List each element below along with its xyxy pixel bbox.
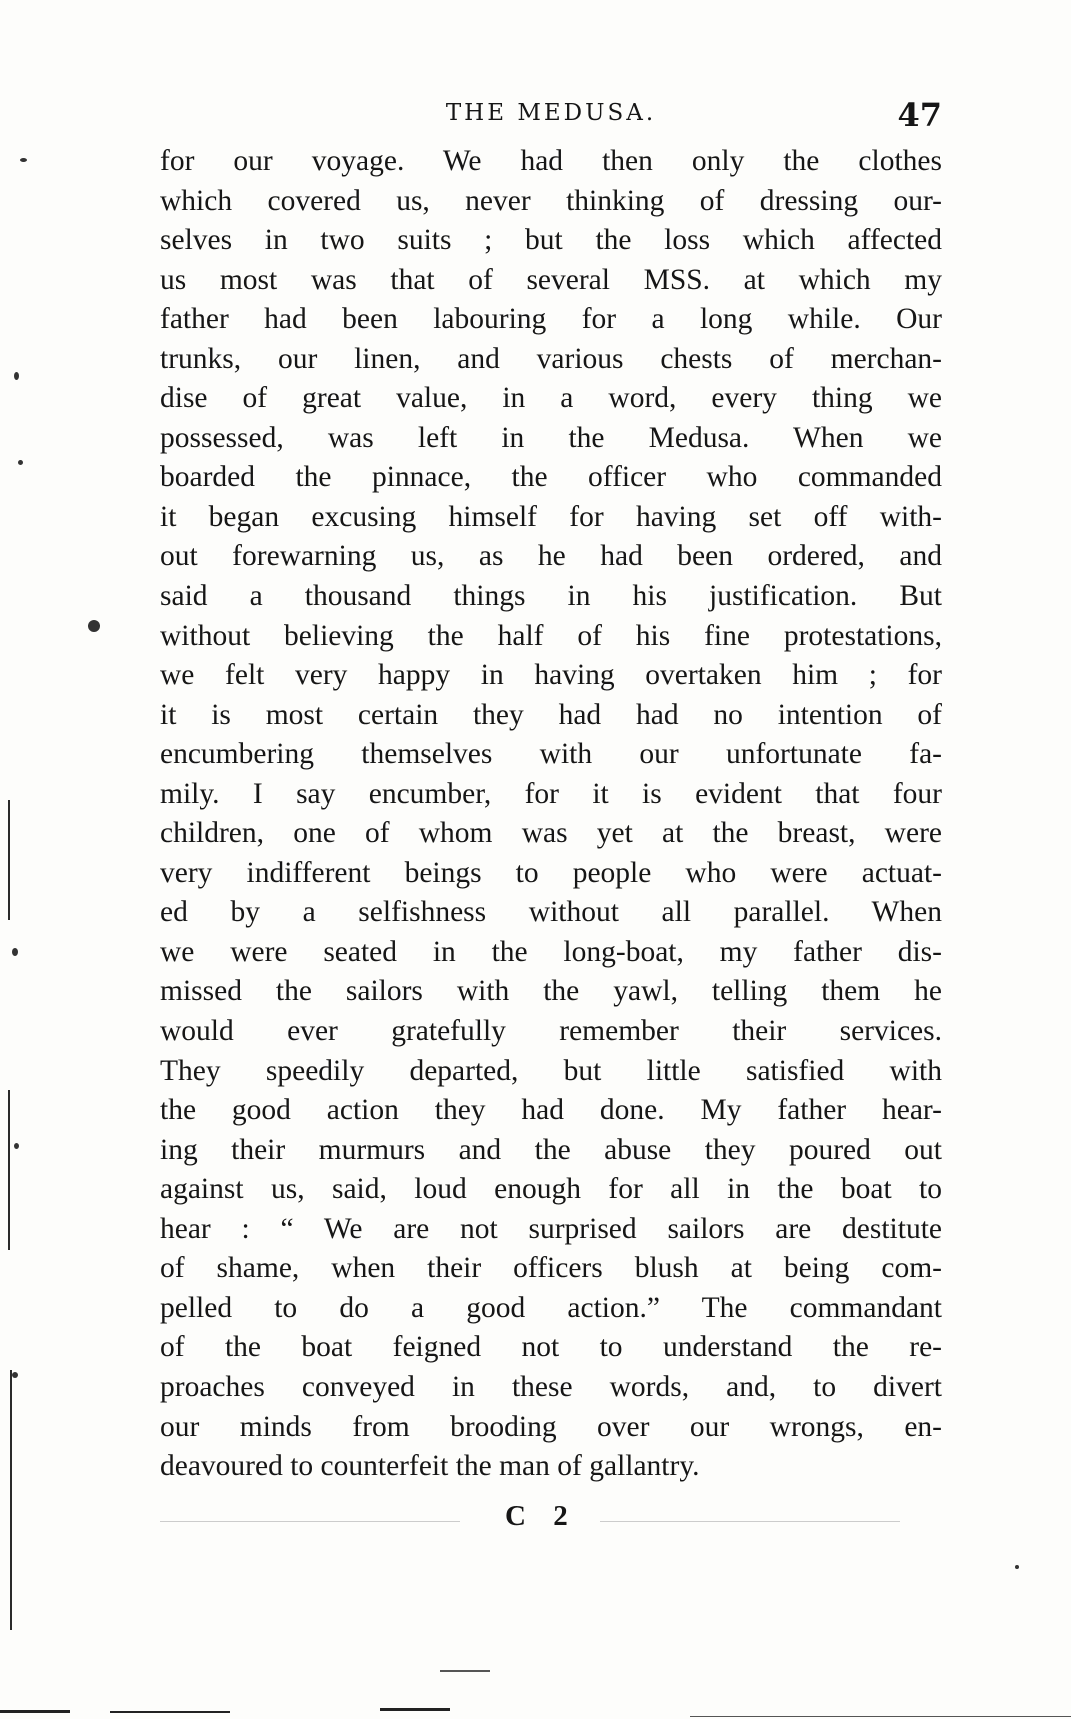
text-line: pelled to do a good action.” The commandant xyxy=(160,1291,942,1324)
text-line: ed by a selfishness without all parallel. When xyxy=(160,896,942,929)
margin-bleed-line xyxy=(10,1370,12,1630)
text-line: without believing the half of his fine protestations, xyxy=(160,619,942,652)
text-line: hear : “ We are not surprised sailors are destitute xyxy=(160,1212,942,1245)
text-line: the good action they had done. My father hear- xyxy=(160,1094,942,1127)
running-head xyxy=(160,96,942,136)
text-line: ing their murmurs and the abuse they poured out xyxy=(160,1133,942,1166)
text-line: we felt very happy in having overtaken him ; for xyxy=(160,659,942,692)
text-line: encumbering themselves with our unfortunate fa- xyxy=(160,738,942,771)
bottom-scan-mark xyxy=(690,1716,1071,1717)
text-line: proaches conveyed in these words, and, to divert xyxy=(160,1370,942,1403)
text-line: dise of great value, in a word, every thing we xyxy=(160,382,942,415)
text-line: out forewarning us, as he had been ordered, and xyxy=(160,540,942,573)
text-line: of the boat feigned not to understand the re- xyxy=(160,1331,942,1364)
text-line: missed the sailors with the yawl, telling them he xyxy=(160,975,942,1008)
text-line: which covered us, never thinking of dressing our- xyxy=(160,184,942,217)
text-line: They speedily departed, but little satisfied with xyxy=(160,1054,942,1087)
bottom-scan-mark xyxy=(440,1670,490,1672)
text-line: said a thousand things in his justification. But xyxy=(160,580,942,613)
ink-speck xyxy=(12,948,18,956)
text-line: children, one of whom was yet at the breast, were xyxy=(160,817,942,850)
text-line: would ever gratefully remember their services. xyxy=(160,1015,942,1048)
bottom-scan-mark xyxy=(0,1710,70,1713)
ink-speck xyxy=(1015,1565,1019,1569)
text-line: us most was that of several MSS. at which my xyxy=(160,263,942,296)
bottom-scan-mark xyxy=(380,1708,450,1711)
bottom-scan-mark xyxy=(110,1711,230,1713)
text-line: for our voyage. We had then only the clothes xyxy=(160,145,942,177)
signature-mark: C 2 xyxy=(505,1500,578,1532)
scan-trace xyxy=(160,1521,460,1522)
text-line: deavoured to counterfeit the man of gallantry. xyxy=(160,1450,700,1483)
ink-speck xyxy=(14,1143,19,1149)
text-line: trunks, our linen, and various chests of merchan- xyxy=(160,342,942,375)
page-number: 47 xyxy=(897,96,942,134)
text-line: mily. I say encumber, for it is evident that four xyxy=(160,777,942,810)
text-line: we were seated in the long-boat, my father dis- xyxy=(160,935,942,968)
ink-speck xyxy=(20,158,27,162)
scan-trace xyxy=(600,1521,900,1522)
text-line: boarded the pinnace, the officer who commanded xyxy=(160,461,942,494)
text-line: against us, said, loud enough for all in the boat to xyxy=(160,1173,942,1206)
margin-bleed-line xyxy=(8,800,10,920)
ink-speck xyxy=(14,372,19,380)
margin-bleed-line xyxy=(8,1090,10,1250)
ink-speck xyxy=(88,620,100,632)
text-line: it is most certain they had had no intention of xyxy=(160,698,942,731)
body-text xyxy=(160,142,942,1487)
running-title: THE MEDUSA. xyxy=(445,100,657,126)
ink-speck xyxy=(12,1372,18,1378)
text-line: father had been labouring for a long while. Our xyxy=(160,303,942,336)
text-line: our minds from brooding over our wrongs, en- xyxy=(160,1410,942,1443)
text-line: of shame, when their officers blush at being com- xyxy=(160,1252,942,1285)
text-line: selves in two suits ; but the loss which affected xyxy=(160,224,942,257)
ink-speck xyxy=(18,460,23,465)
text-line: very indifferent beings to people who were actuat- xyxy=(160,856,942,889)
text-line: possessed, was left in the Medusa. When we xyxy=(160,421,942,454)
text-line: it began excusing himself for having set off with- xyxy=(160,500,942,533)
